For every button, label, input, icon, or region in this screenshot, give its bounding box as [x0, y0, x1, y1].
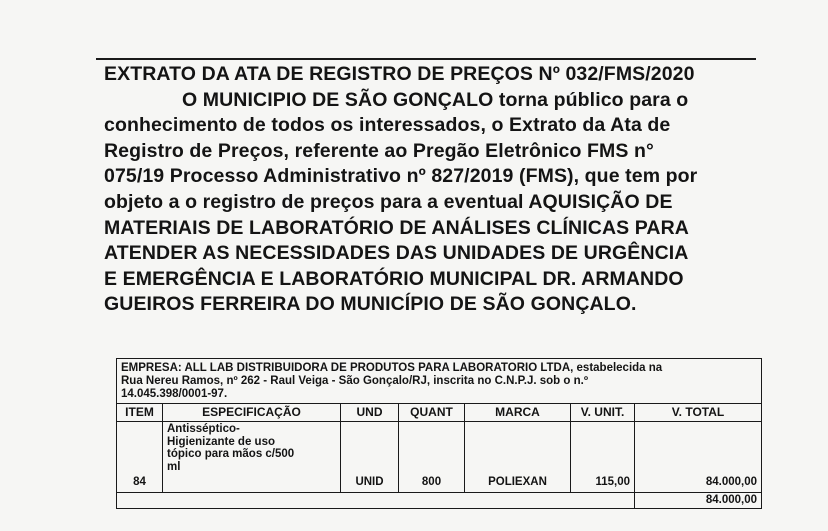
notice-line: MATERIAIS DE LABORATÓRIO DE ANÁLISES CLÍNICAS PARA — [104, 216, 689, 239]
cell-item: 84 — [117, 422, 163, 492]
table-row — [117, 422, 761, 493]
notice-line: O MUNICIPIO DE SÃO GONÇALO torna público para o — [182, 88, 689, 111]
notice-line: E EMERGÊNCIA E LABORATÓRIO MUNICIPAL DR. ARMANDO — [104, 267, 684, 290]
table-header-row — [117, 404, 761, 422]
header-marca: MARCA — [465, 404, 571, 421]
notice-line: objeto a o registro de preços para a eventual AQUISIÇÃO DE — [104, 190, 673, 213]
cell-marca: POLIEXAN — [465, 422, 571, 492]
header-vtotal: V. TOTAL — [671, 405, 725, 419]
cell-vunit: 115,00 — [571, 422, 635, 492]
cell-vtotal: 84.000,00 — [705, 476, 757, 488]
top-rule — [96, 58, 756, 60]
notice-line: 075/19 Processo Administrativo nº 827/2019 (FMS), que tem por — [104, 165, 698, 188]
header-vunit: V. UNIT. — [571, 404, 635, 421]
spec-line: tópico para mãos c/500 — [167, 448, 295, 460]
notice-line: Registro de Preços, referente ao Pregão Eletrônico FMS n° — [104, 139, 654, 162]
total-blank-cell — [117, 493, 635, 508]
cell-und: UNID — [341, 422, 399, 492]
spec-line: Higienizante de uso — [167, 435, 275, 448]
cell-quant: 800 — [399, 422, 465, 492]
cell-spec — [163, 422, 341, 492]
header-und: UND — [341, 404, 399, 421]
spec-line: Antisséptico- — [167, 423, 240, 435]
price-registry-table — [116, 358, 762, 509]
notice-line: GUEIROS FERREIRA DO MUNICÍPIO DE SÃO GONÇALO. — [104, 293, 637, 316]
company-line: Rua Nereu Ramos, nº 262 - Raul Veiga - São Gonçalo/RJ, inscrita no C.N.P.J. sob o n.º — [121, 375, 589, 387]
extract-notice — [104, 62, 776, 318]
grand-total: 84.000,00 — [705, 494, 757, 506]
header-item: ITEM — [117, 404, 163, 421]
header-quant: QUANT — [399, 404, 465, 421]
company-info — [117, 359, 761, 404]
company-line: EMPRESA: ALL LAB DISTRIBUIDORA DE PRODUTOS PARA LABORATORIO LTDA, estabelecida na — [121, 362, 663, 374]
header-spec: ESPECIFICAÇÃO — [163, 404, 341, 421]
spec-line: ml — [167, 460, 181, 473]
notice-line: conhecimento de todos os interessados, o Extrato da Ata de — [104, 114, 671, 137]
notice-line: ATENDER AS NECESSIDADES DAS UNIDADES DE URGÊNCIA — [104, 242, 689, 265]
notice-title: EXTRATO DA ATA DE REGISTRO DE PREÇOS Nº 032/FMS/2020 — [104, 63, 695, 85]
total-row — [117, 493, 761, 508]
company-line: 14.045.398/0001-97. — [121, 388, 228, 400]
